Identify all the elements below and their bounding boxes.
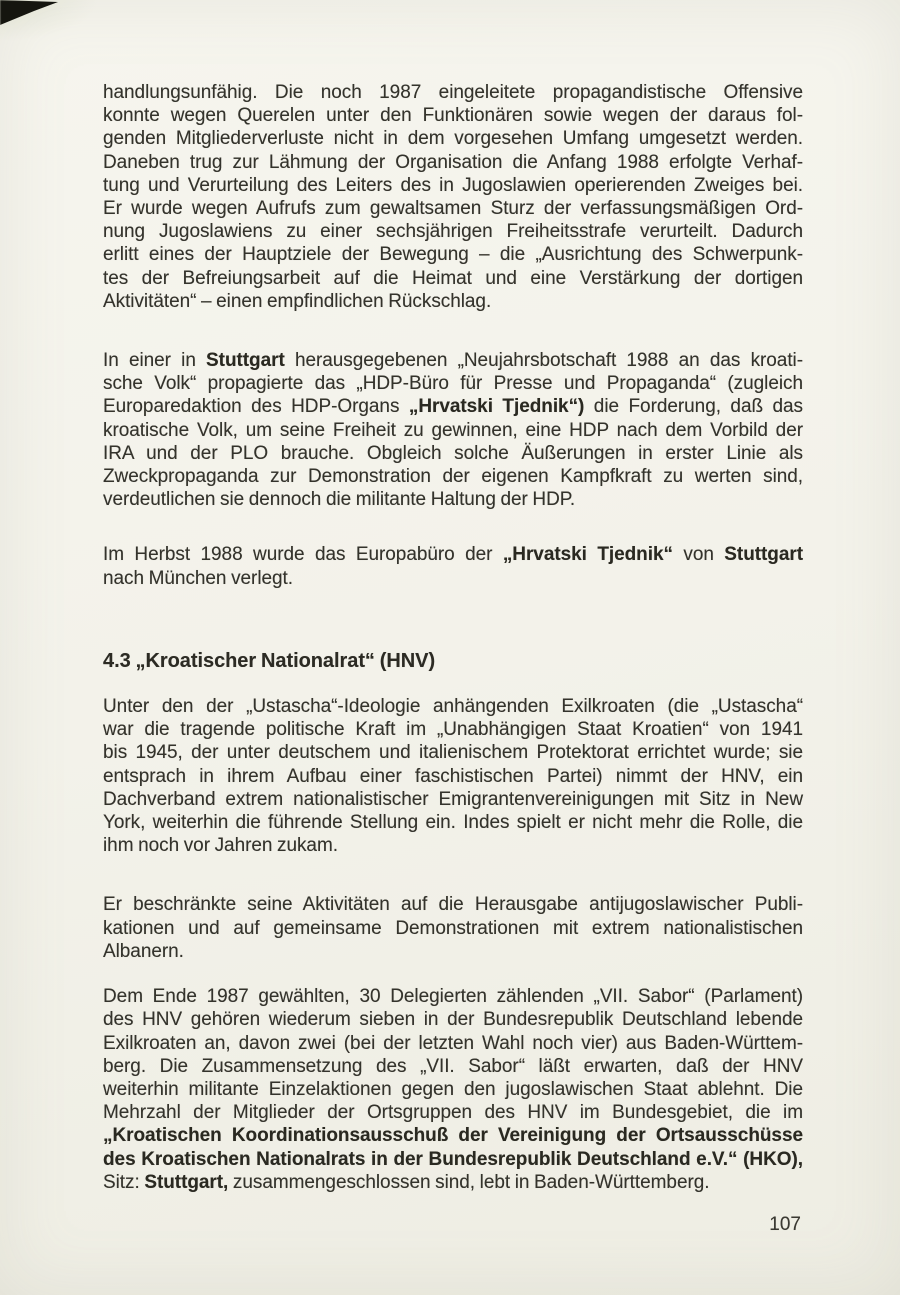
bold-text-run: Stuttgart [206,350,285,372]
bold-text-run: „Hrvatski Tjednik“) [408,396,585,418]
paragraph [103,695,803,857]
text-run: tes der Befreiungsarbeit auf die Heimat und eine Verstärkung der dortigen [103,267,803,289]
bold-text-run: „Hrvatski Tjednik“ [502,544,673,566]
page-number: 107 [769,1214,801,1235]
text-run: kroatische Volk, um seine Freiheit zu gewinnen, eine HDP nach dem Vorbild der [103,419,803,441]
text-line [103,834,803,857]
text-line [103,127,803,150]
text-run: war die tragende politische Kraft im „Unabhängigen Staat Kroatien“ von 1941 [103,719,803,741]
text-run: weiterhin militante Einzelaktionen gegen den jugoslawischen Staat ablehnt. Die [103,1078,803,1100]
text-line [103,1101,803,1124]
text-line [103,395,803,418]
text-line [103,442,803,465]
text-run: Dem Ende 1987 gewählten, 30 Delegierten zählenden „VII. Sabor“ (Parlament) [103,986,803,1008]
text-run: zusammengeschlossen sind, lebt in Baden-Württemberg. [228,1171,710,1193]
text-line [103,1055,803,1078]
text-line [103,488,803,511]
text-line [103,372,803,395]
paragraph [103,81,803,313]
text-run: Er beschränkte seine Aktivitäten auf die Herausgabe antijugoslawischer Publi- [103,894,803,916]
text-run: Dachverband extrem nationalistischer Emigrantenvereinigungen mit Sitz in New [103,788,803,810]
text-run: IRA und der PLO brauche. Obgleich solche Äußerungen in erster Linie als [103,442,803,464]
text-line [103,267,803,290]
text-line [103,788,803,811]
text-run: von [672,544,725,566]
text-run: bis 1945, der unter deutschem und italienischem Protektorat errichtet wurde; sie [103,742,803,764]
text-line [103,1171,803,1194]
text-line [103,940,803,963]
bold-text-run: Stuttgart [724,544,804,566]
paragraph [103,985,803,1194]
text-run: tung und Verurteilung des Leiters des in Jugoslawien operierenden Zweiges bei. [103,174,803,196]
text-line [103,1148,803,1171]
text-run: kationen und auf gemeinsame Demonstrationen mit extrem nationalistischen [103,917,803,939]
text-run: York, weiterhin die führende Stellung ein. Indes spielt er nicht mehr die Rolle, die [103,812,803,834]
text-line [103,151,803,174]
text-run: verdeutlichen sie dennoch die militante Haltung der HDP. [103,489,576,511]
text-line [103,695,803,718]
text-line [103,197,803,220]
text-run: die Forderung, daß das [584,396,803,418]
text-line [103,741,803,764]
paragraph [103,543,803,589]
text-run: berg. Die Zusammensetzung des „VII. Sabor“ läßt erwarten, daß der HNV [103,1055,803,1077]
text-run: nung Jugoslawiens zu einer sechsjährigen Freiheitsstrafe verurteilt. Dadurch [103,221,803,243]
text-run: Exilkroaten an, davon zwei (bei der letzten Wahl noch vier) aus Baden-Württem- [103,1032,803,1054]
page-text [103,81,803,1194]
text-line [103,419,803,442]
paragraph [103,893,803,963]
text-run: Albanern. [103,940,184,962]
text-run: Zweckpropaganda zur Demonstration der eigenen Kampfkraft zu werten sind, [103,466,803,488]
text-line [103,1078,803,1101]
text-line [103,567,803,590]
text-line [103,465,803,488]
text-line [103,1008,803,1031]
text-line [103,893,803,916]
text-run: Mehrzahl der Mitglieder der Ortsgruppen des HNV im Bundesgebiet, die im [103,1102,803,1124]
text-line [103,174,803,197]
text-run: Europaredaktion des HDP-Organs [103,396,409,418]
text-line [103,81,803,104]
text-run: In einer in [103,350,207,372]
text-run: nach München verlegt. [103,567,293,589]
text-line [103,765,803,788]
text-line [103,543,803,566]
text-run: Im Herbst 1988 wurde das Europabüro der [103,544,503,566]
text-run: erlitt eines der Hauptziele der Bewegung – die „Ausrichtung des Schwerpunk- [103,244,803,266]
text-line [103,243,803,266]
bold-text-run: des Kroatischen Nationalrats in der Bundesrepublik Deutschland e.V.“ (HKO), [103,1148,803,1170]
bold-text-run: Stuttgart, [144,1171,229,1193]
text-run: Unter den der „Ustascha“-Ideologie anhängenden Exilkroaten (die „Ustascha“ [103,696,803,718]
text-line [103,220,803,243]
bold-text-run: „Kroatischen Koordinationsausschuß der Vereinigung der Ortsausschüsse [103,1125,803,1147]
text-run: Daneben trug zur Lähmung der Organisation die Anfang 1988 erfolgte Verhaf- [103,151,803,173]
text-run: sche Volk“ propagierte das „HDP-Büro für Presse und Propaganda“ (zugleich [103,373,803,395]
text-run: handlungsunfähig. Die noch 1987 eingeleitete propagandistische Offensive [103,82,803,103]
text-line [103,718,803,741]
section-heading [103,650,803,673]
text-run: Aktivitäten“ – einen empfindlichen Rückschlag. [103,290,492,312]
text-run: des HNV gehören wiederum sieben in der Bundesrepublik Deutschland lebende [103,1009,803,1031]
text-line [103,917,803,940]
text-line [103,650,803,673]
text-run: konnte wegen Querelen unter den Funktionären sowie wegen der daraus fol- [103,105,803,127]
text-line [103,1032,803,1055]
text-run: Er wurde wegen Aufrufs zum gewaltsamen Sturz der verfassungsmäßigen Ord- [103,198,803,220]
text-line [103,349,803,372]
text-run: ihm noch vor Jahren zukam. [103,835,338,857]
text-run: entsprach in ihrem Aufbau einer faschistischen Partei) nimmt der HNV, ein [103,765,803,787]
text-run: 4.3 „Kroatischer Nationalrat“ (HNV) [103,649,436,672]
text-run: genden Mitgliederverluste nicht in dem vorgesehen Umfang umgesetzt werden. [103,128,803,150]
scan-artifact [0,0,110,32]
text-run: Sitz: [103,1171,145,1193]
text-line [103,104,803,127]
text-run: herausgegebenen „Neujahrsbotschaft 1988 an das kroati- [284,350,804,372]
text-line [103,985,803,1008]
text-line [103,1124,803,1147]
text-line [103,811,803,834]
paragraph [103,349,803,511]
text-line [103,290,803,313]
